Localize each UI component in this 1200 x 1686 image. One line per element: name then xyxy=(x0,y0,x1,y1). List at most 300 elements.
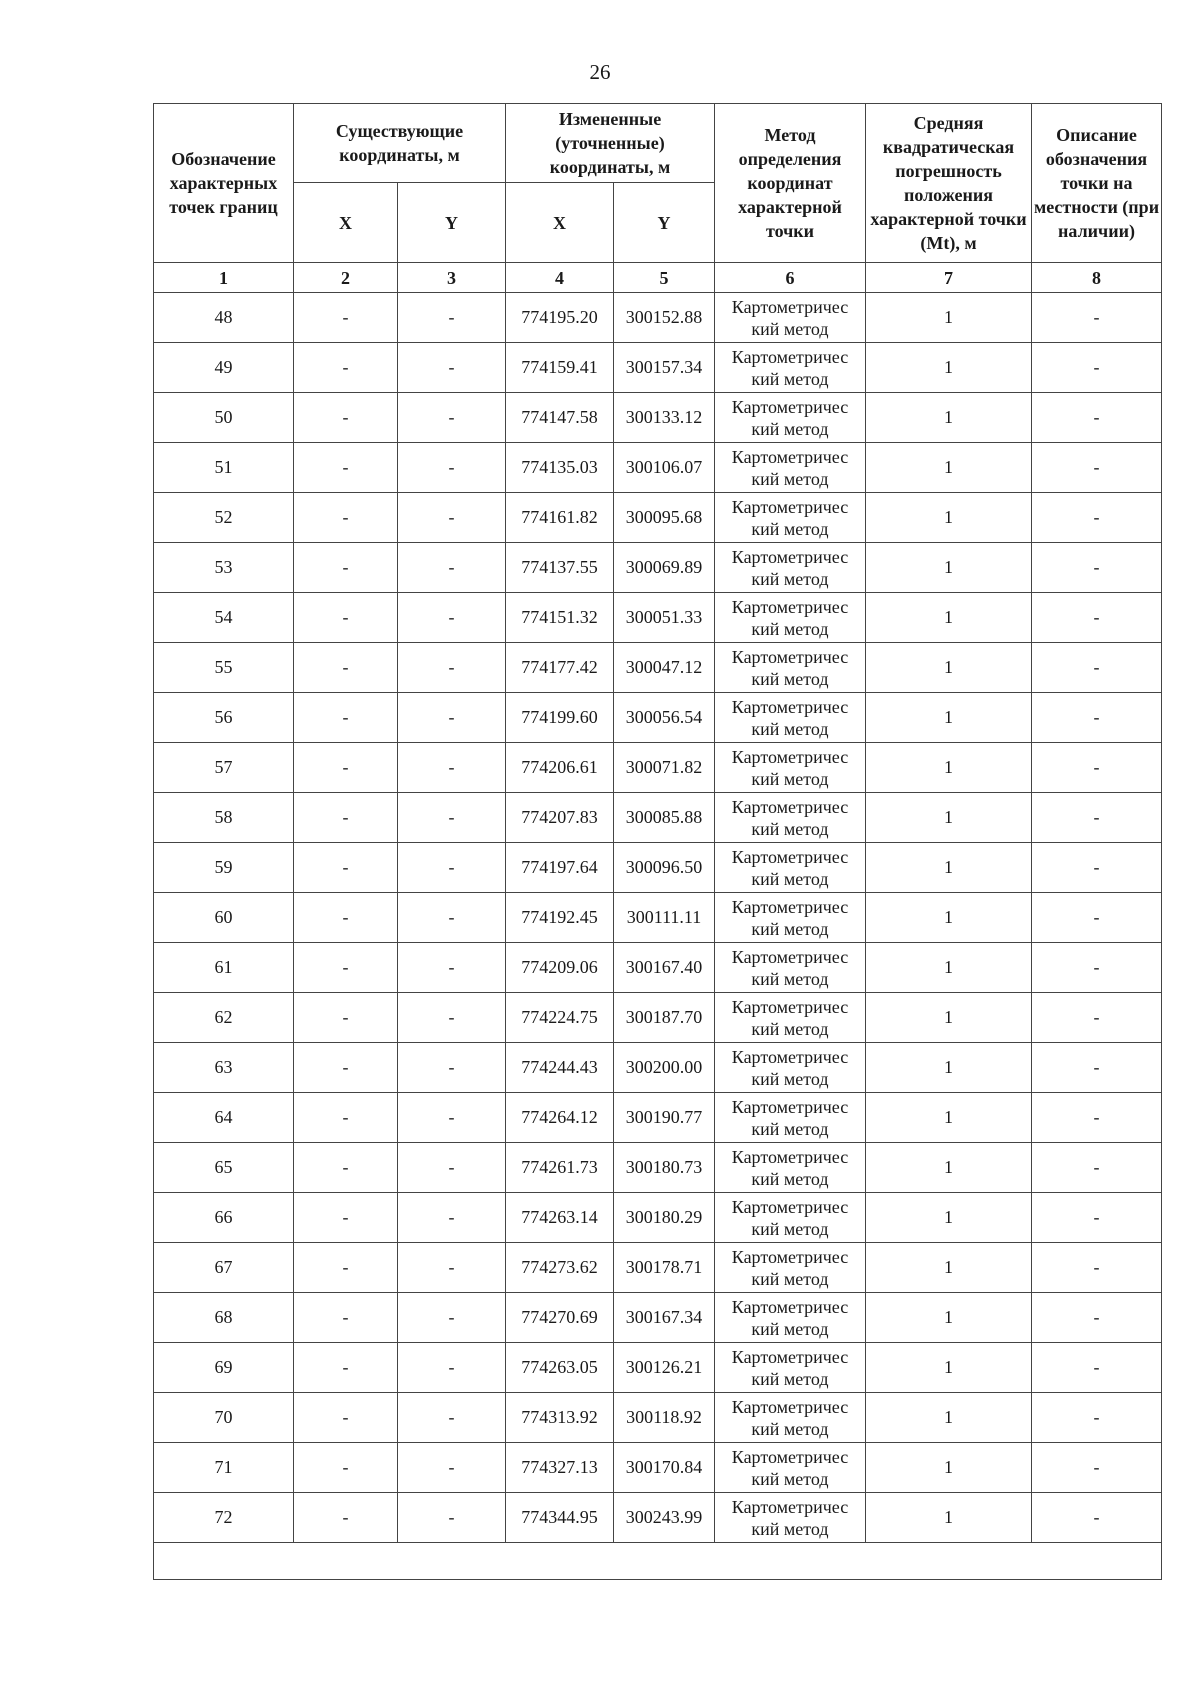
table-row xyxy=(154,1093,1162,1143)
method-line: кий метод xyxy=(751,368,829,389)
method-line: кий метод xyxy=(751,968,829,989)
cell-method xyxy=(715,1393,866,1443)
cell-y: 300106.07 xyxy=(614,443,715,493)
cell-existing-y: - xyxy=(398,1493,506,1543)
cell-existing-y: - xyxy=(398,1393,506,1443)
method-line: Картометричес xyxy=(731,746,849,767)
method-line: Картометричес xyxy=(731,646,849,667)
cell-y: 300243.99 xyxy=(614,1493,715,1543)
cell-existing-y: - xyxy=(398,1093,506,1143)
column-number: 8 xyxy=(1032,263,1162,293)
cell-existing-x: - xyxy=(294,1093,398,1143)
method-line: кий метод xyxy=(751,868,829,889)
method-line: кий метод xyxy=(751,618,829,639)
cell-description: - xyxy=(1032,1493,1162,1543)
cell-existing-x: - xyxy=(294,343,398,393)
cell-x: 774273.62 xyxy=(506,1243,614,1293)
table-row xyxy=(154,1343,1162,1393)
method-line: Картометричес xyxy=(731,346,849,367)
cell-description: - xyxy=(1032,1393,1162,1443)
header-row xyxy=(154,104,1162,183)
cell-point: 49 xyxy=(154,343,294,393)
cell-y: 300096.50 xyxy=(614,843,715,893)
cell-y: 300170.84 xyxy=(614,1443,715,1493)
method-line: кий метод xyxy=(751,1468,829,1489)
cell-method xyxy=(715,393,866,443)
cell-method xyxy=(715,443,866,493)
table-row xyxy=(154,893,1162,943)
cell-x: 774263.05 xyxy=(506,1343,614,1393)
cell-description: - xyxy=(1032,893,1162,943)
cell-x: 774177.42 xyxy=(506,643,614,693)
table-row xyxy=(154,843,1162,893)
cell-method xyxy=(715,1443,866,1493)
method-line: Картометричес xyxy=(731,896,849,917)
cell-point: 55 xyxy=(154,643,294,693)
cell-existing-y: - xyxy=(398,343,506,393)
cell-method xyxy=(715,1343,866,1393)
cell-existing-x: - xyxy=(294,893,398,943)
cell-point: 51 xyxy=(154,443,294,493)
cell-method xyxy=(715,543,866,593)
cell-existing-y: - xyxy=(398,1043,506,1093)
method-line: кий метод xyxy=(751,1118,829,1139)
cell-existing-x: - xyxy=(294,1243,398,1293)
cell-description: - xyxy=(1032,493,1162,543)
cell-point: 56 xyxy=(154,693,294,743)
cell-point: 70 xyxy=(154,1393,294,1443)
method-line: кий метод xyxy=(751,1168,829,1189)
cell-description: - xyxy=(1032,1143,1162,1193)
table-row xyxy=(154,1243,1162,1293)
method-line: кий метод xyxy=(751,1018,829,1039)
cell-existing-x: - xyxy=(294,1443,398,1493)
cell-y: 300133.12 xyxy=(614,393,715,443)
cell-method xyxy=(715,293,866,343)
cell-description: - xyxy=(1032,443,1162,493)
cell-existing-x: - xyxy=(294,993,398,1043)
cell-error: 1 xyxy=(866,393,1032,443)
cell-description: - xyxy=(1032,1193,1162,1243)
method-line: Картометричес xyxy=(731,396,849,417)
cell-method xyxy=(715,1093,866,1143)
cell-y: 300051.33 xyxy=(614,593,715,643)
cell-y: 300126.21 xyxy=(614,1343,715,1393)
cell-existing-y: - xyxy=(398,1243,506,1293)
cell-description: - xyxy=(1032,1293,1162,1343)
table-row xyxy=(154,1393,1162,1443)
header-description: Описание обозначения точки на местности (при наличии) xyxy=(1032,104,1162,263)
cell-method xyxy=(715,943,866,993)
method-line: кий метод xyxy=(751,468,829,489)
cell-existing-y: - xyxy=(398,593,506,643)
cell-point: 50 xyxy=(154,393,294,443)
cell-existing-y: - xyxy=(398,693,506,743)
method-line: Картометричес xyxy=(731,546,849,567)
cell-existing-y: - xyxy=(398,543,506,593)
cell-x: 774147.58 xyxy=(506,393,614,443)
cell-existing-y: - xyxy=(398,443,506,493)
cell-x: 774264.12 xyxy=(506,1093,614,1143)
cell-x: 774195.20 xyxy=(506,293,614,343)
cell-existing-x: - xyxy=(294,643,398,693)
cell-existing-y: - xyxy=(398,743,506,793)
cell-existing-x: - xyxy=(294,593,398,643)
header-method: Метод определения координат характерной точки xyxy=(715,104,866,263)
cell-y: 300071.82 xyxy=(614,743,715,793)
header-changed-y: Y xyxy=(614,183,715,263)
table-row xyxy=(154,743,1162,793)
cell-y: 300069.89 xyxy=(614,543,715,593)
cell-y: 300157.34 xyxy=(614,343,715,393)
cell-point: 67 xyxy=(154,1243,294,1293)
cell-existing-x: - xyxy=(294,1493,398,1543)
method-line: Картометричес xyxy=(731,846,849,867)
cell-x: 774224.75 xyxy=(506,993,614,1043)
cell-y: 300118.92 xyxy=(614,1393,715,1443)
cell-description: - xyxy=(1032,643,1162,693)
cell-method xyxy=(715,1243,866,1293)
table-row xyxy=(154,293,1162,343)
cell-error: 1 xyxy=(866,1193,1032,1243)
method-line: кий метод xyxy=(751,518,829,539)
cell-y: 300095.68 xyxy=(614,493,715,543)
cell-error: 1 xyxy=(866,593,1032,643)
cell-point: 64 xyxy=(154,1093,294,1143)
cell-existing-x: - xyxy=(294,1193,398,1243)
column-number-row xyxy=(154,263,1162,293)
cell-existing-x: - xyxy=(294,693,398,743)
method-line: Картометричес xyxy=(731,946,849,967)
method-line: Картометричес xyxy=(731,1096,849,1117)
cell-method xyxy=(715,343,866,393)
cell-point: 57 xyxy=(154,743,294,793)
method-line: кий метод xyxy=(751,318,829,339)
cell-existing-x: - xyxy=(294,1143,398,1193)
cell-existing-x: - xyxy=(294,793,398,843)
cell-description: - xyxy=(1032,993,1162,1043)
method-line: кий метод xyxy=(751,1368,829,1389)
cell-y: 300180.73 xyxy=(614,1143,715,1193)
cell-x: 774209.06 xyxy=(506,943,614,993)
coordinates-table xyxy=(153,103,1162,1580)
cell-method xyxy=(715,643,866,693)
cell-method xyxy=(715,793,866,843)
method-line: Картометричес xyxy=(731,1146,849,1167)
header-existing-coordinates: Существующие координаты, м xyxy=(294,104,506,183)
column-number: 5 xyxy=(614,263,715,293)
cell-method xyxy=(715,893,866,943)
table-row xyxy=(154,1043,1162,1093)
cell-x: 774344.95 xyxy=(506,1493,614,1543)
cell-error: 1 xyxy=(866,843,1032,893)
method-line: кий метод xyxy=(751,1418,829,1439)
table-row xyxy=(154,493,1162,543)
cell-point: 48 xyxy=(154,293,294,343)
method-line: кий метод xyxy=(751,668,829,689)
method-line: кий метод xyxy=(751,1218,829,1239)
cell-existing-x: - xyxy=(294,943,398,993)
cell-point: 69 xyxy=(154,1343,294,1393)
cell-method xyxy=(715,843,866,893)
method-line: кий метод xyxy=(751,1518,829,1539)
table-row xyxy=(154,1143,1162,1193)
table-row xyxy=(154,1293,1162,1343)
cell-method xyxy=(715,1493,866,1543)
cell-existing-y: - xyxy=(398,1343,506,1393)
cell-error: 1 xyxy=(866,493,1032,543)
cell-description: - xyxy=(1032,543,1162,593)
cell-existing-y: - xyxy=(398,1443,506,1493)
cell-existing-y: - xyxy=(398,643,506,693)
cell-error: 1 xyxy=(866,993,1032,1043)
method-line: кий метод xyxy=(751,1068,829,1089)
cell-x: 774270.69 xyxy=(506,1293,614,1343)
cell-error: 1 xyxy=(866,793,1032,843)
method-line: кий метод xyxy=(751,718,829,739)
cell-y: 300178.71 xyxy=(614,1243,715,1293)
column-number: 1 xyxy=(154,263,294,293)
column-number: 3 xyxy=(398,263,506,293)
cell-existing-x: - xyxy=(294,843,398,893)
cell-y: 300180.29 xyxy=(614,1193,715,1243)
cell-y: 300056.54 xyxy=(614,693,715,743)
method-line: Картометричес xyxy=(731,496,849,517)
cell-point: 66 xyxy=(154,1193,294,1243)
cell-error: 1 xyxy=(866,743,1032,793)
cell-method xyxy=(715,693,866,743)
cell-existing-y: - xyxy=(398,943,506,993)
cell-y: 300167.40 xyxy=(614,943,715,993)
cell-method xyxy=(715,1293,866,1343)
column-number: 2 xyxy=(294,263,398,293)
method-line: кий метод xyxy=(751,1268,829,1289)
cell-error: 1 xyxy=(866,1493,1032,1543)
table-row xyxy=(154,693,1162,743)
cell-existing-y: - xyxy=(398,493,506,543)
table-row xyxy=(154,1493,1162,1543)
method-line: кий метод xyxy=(751,918,829,939)
method-line: кий метод xyxy=(751,418,829,439)
cell-description: - xyxy=(1032,943,1162,993)
cell-description: - xyxy=(1032,1093,1162,1143)
table-row xyxy=(154,393,1162,443)
table-body xyxy=(154,293,1162,1580)
cell-point: 72 xyxy=(154,1493,294,1543)
cell-point: 54 xyxy=(154,593,294,643)
cell-point: 71 xyxy=(154,1443,294,1493)
cell-y: 300152.88 xyxy=(614,293,715,343)
column-number: 4 xyxy=(506,263,614,293)
cell-point: 58 xyxy=(154,793,294,843)
method-line: Картометричес xyxy=(731,1446,849,1467)
cell-point: 60 xyxy=(154,893,294,943)
cell-method xyxy=(715,1043,866,1093)
cell-point: 63 xyxy=(154,1043,294,1093)
cell-description: - xyxy=(1032,1443,1162,1493)
cell-error: 1 xyxy=(866,543,1032,593)
cell-existing-x: - xyxy=(294,493,398,543)
cell-existing-y: - xyxy=(398,893,506,943)
method-line: Картометричес xyxy=(731,996,849,1017)
header-existing-x: X xyxy=(294,183,398,263)
cell-x: 774137.55 xyxy=(506,543,614,593)
cell-existing-x: - xyxy=(294,1393,398,1443)
cell-y: 300111.11 xyxy=(614,893,715,943)
cell-description: - xyxy=(1032,793,1162,843)
cell-point: 52 xyxy=(154,493,294,543)
cell-description: - xyxy=(1032,693,1162,743)
cell-x: 774135.03 xyxy=(506,443,614,493)
table-row xyxy=(154,593,1162,643)
cell-x: 774313.92 xyxy=(506,1393,614,1443)
empty-row xyxy=(154,1543,1162,1580)
cell-method xyxy=(715,993,866,1043)
cell-description: - xyxy=(1032,393,1162,443)
column-number: 7 xyxy=(866,263,1032,293)
cell-description: - xyxy=(1032,843,1162,893)
method-line: Картометричес xyxy=(731,1246,849,1267)
cell-description: - xyxy=(1032,1243,1162,1293)
cell-existing-y: - xyxy=(398,1143,506,1193)
cell-existing-x: - xyxy=(294,293,398,343)
cell-x: 774151.32 xyxy=(506,593,614,643)
cell-existing-y: - xyxy=(398,393,506,443)
header-existing-y: Y xyxy=(398,183,506,263)
method-line: Картометричес xyxy=(731,1046,849,1067)
cell-existing-x: - xyxy=(294,1293,398,1343)
cell-error: 1 xyxy=(866,693,1032,743)
cell-error: 1 xyxy=(866,1093,1032,1143)
cell-error: 1 xyxy=(866,1143,1032,1193)
cell-point: 65 xyxy=(154,1143,294,1193)
cell-x: 774206.61 xyxy=(506,743,614,793)
page-number: 26 xyxy=(589,60,611,84)
cell-description: - xyxy=(1032,1343,1162,1393)
cell-point: 62 xyxy=(154,993,294,1043)
cell-point: 68 xyxy=(154,1293,294,1343)
cell-error: 1 xyxy=(866,1243,1032,1293)
method-line: кий метод xyxy=(751,1318,829,1339)
cell-y: 300047.12 xyxy=(614,643,715,693)
method-line: Картометричес xyxy=(731,1496,849,1517)
cell-existing-x: - xyxy=(294,393,398,443)
method-line: кий метод xyxy=(751,568,829,589)
cell-error: 1 xyxy=(866,643,1032,693)
cell-point: 53 xyxy=(154,543,294,593)
cell-method xyxy=(715,1143,866,1193)
cell-x: 774261.73 xyxy=(506,1143,614,1193)
cell-existing-x: - xyxy=(294,543,398,593)
cell-x: 774207.83 xyxy=(506,793,614,843)
cell-description: - xyxy=(1032,743,1162,793)
cell-method xyxy=(715,1193,866,1243)
cell-y: 300200.00 xyxy=(614,1043,715,1093)
cell-x: 774199.60 xyxy=(506,693,614,743)
method-line: Картометричес xyxy=(731,1296,849,1317)
method-line: Картометричес xyxy=(731,1196,849,1217)
cell-x: 774244.43 xyxy=(506,1043,614,1093)
cell-error: 1 xyxy=(866,293,1032,343)
header-error: Средняя квадратическая погрешность положения характерной точки (Mt), м xyxy=(866,104,1032,263)
cell-y: 300085.88 xyxy=(614,793,715,843)
cell-existing-x: - xyxy=(294,1343,398,1393)
cell-existing-y: - xyxy=(398,843,506,893)
table-row xyxy=(154,1443,1162,1493)
header-changed-coordinates: Измененные (уточненные) координаты, м xyxy=(506,104,715,183)
cell-error: 1 xyxy=(866,1043,1032,1093)
table-row xyxy=(154,543,1162,593)
column-number: 6 xyxy=(715,263,866,293)
cell-existing-y: - xyxy=(398,793,506,843)
cell-description: - xyxy=(1032,593,1162,643)
cell-error: 1 xyxy=(866,443,1032,493)
method-line: Картометричес xyxy=(731,296,849,317)
cell-y: 300190.77 xyxy=(614,1093,715,1143)
table-row xyxy=(154,943,1162,993)
method-line: кий метод xyxy=(751,818,829,839)
method-line: Картометричес xyxy=(731,1346,849,1367)
method-line: Картометричес xyxy=(731,696,849,717)
table-row xyxy=(154,643,1162,693)
method-line: Картометричес xyxy=(731,596,849,617)
cell-existing-x: - xyxy=(294,743,398,793)
cell-method xyxy=(715,593,866,643)
cell-description: - xyxy=(1032,343,1162,393)
method-line: кий метод xyxy=(751,768,829,789)
cell-error: 1 xyxy=(866,1393,1032,1443)
cell-error: 1 xyxy=(866,893,1032,943)
cell-point: 59 xyxy=(154,843,294,893)
cell-y: 300167.34 xyxy=(614,1293,715,1343)
method-line: Картометричес xyxy=(731,796,849,817)
cell-existing-y: - xyxy=(398,1193,506,1243)
cell-description: - xyxy=(1032,293,1162,343)
cell-existing-x: - xyxy=(294,1043,398,1093)
method-line: Картометричес xyxy=(731,446,849,467)
table-row xyxy=(154,443,1162,493)
cell-x: 774192.45 xyxy=(506,893,614,943)
cell-x: 774327.13 xyxy=(506,1443,614,1493)
table-row xyxy=(154,1193,1162,1243)
cell-y: 300187.70 xyxy=(614,993,715,1043)
cell-method xyxy=(715,743,866,793)
method-line: Картометричес xyxy=(731,1396,849,1417)
cell-x: 774161.82 xyxy=(506,493,614,543)
cell-x: 774263.14 xyxy=(506,1193,614,1243)
cell-description: - xyxy=(1032,1043,1162,1093)
empty-cell xyxy=(154,1543,1162,1580)
cell-error: 1 xyxy=(866,1343,1032,1393)
cell-method xyxy=(715,493,866,543)
table-row xyxy=(154,993,1162,1043)
cell-existing-x: - xyxy=(294,443,398,493)
cell-x: 774159.41 xyxy=(506,343,614,393)
cell-existing-y: - xyxy=(398,1293,506,1343)
header-changed-x: X xyxy=(506,183,614,263)
cell-error: 1 xyxy=(866,343,1032,393)
cell-error: 1 xyxy=(866,1293,1032,1343)
table-row xyxy=(154,793,1162,843)
cell-point: 61 xyxy=(154,943,294,993)
header-designation: Обозначение характерных точек границ xyxy=(154,104,294,263)
cell-error: 1 xyxy=(866,1443,1032,1493)
cell-x: 774197.64 xyxy=(506,843,614,893)
cell-existing-y: - xyxy=(398,993,506,1043)
cell-existing-y: - xyxy=(398,293,506,343)
table-row xyxy=(154,343,1162,393)
cell-error: 1 xyxy=(866,943,1032,993)
